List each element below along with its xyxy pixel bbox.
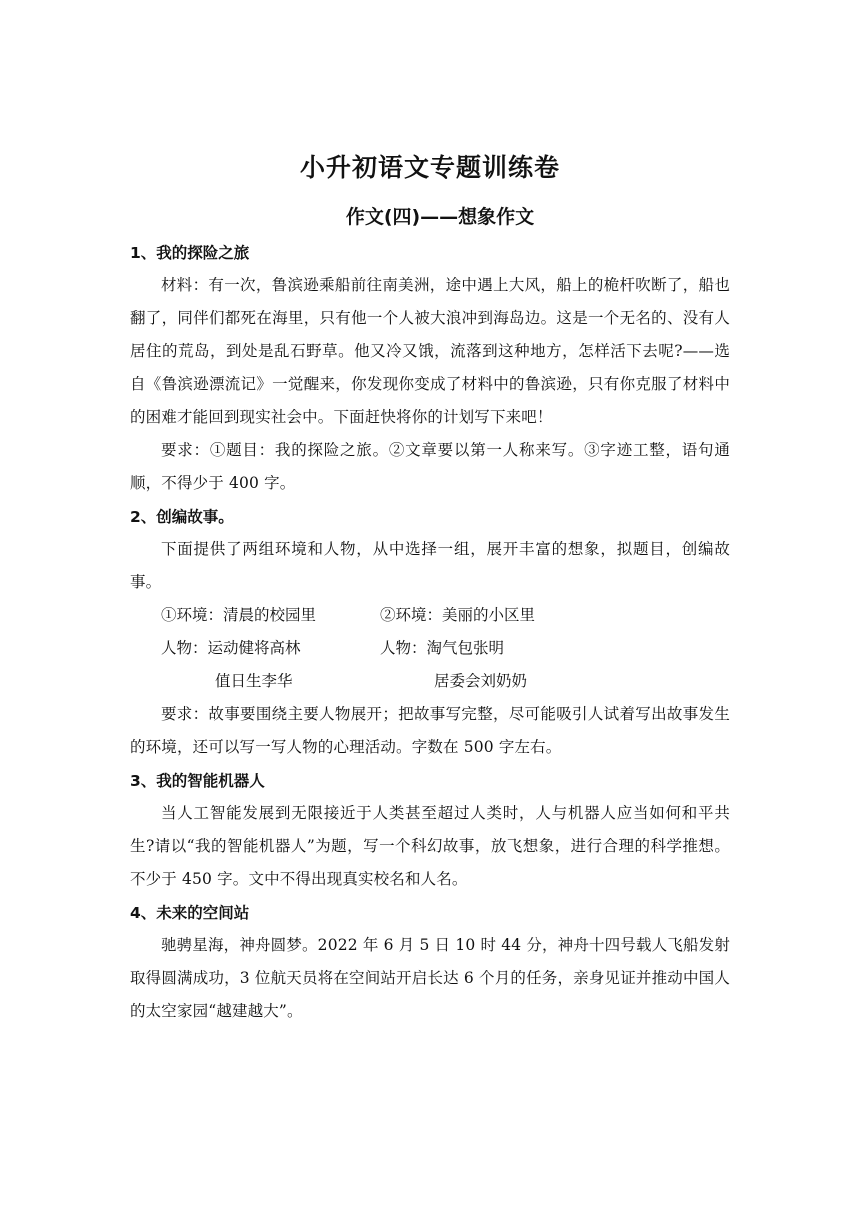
section-heading: 4、未来的空间站	[130, 904, 250, 922]
characters-row	[130, 632, 730, 665]
characters-option-1-extra: 值日生李华	[215, 672, 293, 690]
section-text: 当人工智能发展到无限接近于人类甚至超过人类时，人与机器人应当如何和平共生?请以“我的智能机器人”为题，写一个科幻故事，放飞想象，进行合理的科学推想。不少于 450 字。文中不得出现真实校名和人名。	[130, 804, 730, 888]
environment-row	[130, 599, 730, 632]
section-intro: 下面提供了两组环境和人物，从中选择一组，展开丰富的想象，拟题目，创编故事。	[130, 540, 730, 591]
environment-option-2: ②环境：美丽的小区里	[380, 606, 536, 624]
characters-option-1: 人物：运动健将高林	[161, 639, 301, 657]
section-2	[130, 501, 730, 764]
section-heading: 1、我的探险之旅	[130, 244, 250, 262]
environment-option-1: ①环境：清晨的校园里	[161, 606, 317, 624]
section-3	[130, 765, 730, 896]
document-title: 小升初语文专题训练卷	[299, 153, 560, 182]
section-heading: 2、创编故事。	[130, 508, 234, 526]
characters-option-2: 人物：淘气包张明	[380, 639, 505, 657]
section-text: 驰骋星海，神舟圆梦。2022 年 6 月 5 日 10 时 44 分，神舟十四号载人飞船发射取得圆满成功，3 位航天员将在空间站开启长达 6 个月的任务，亲身见证并推动中国人的太空家园“越建越大”。	[130, 936, 730, 1020]
characters-row-2	[130, 665, 730, 698]
document-body	[130, 236, 730, 1028]
characters-option-2-extra: 居委会刘奶奶	[434, 672, 528, 690]
section-1	[130, 237, 730, 500]
section-requirement: 要求：①题目：我的探险之旅。②文章要以第一人称来写。③字迹工整，语句通顺，不得少于 400 字。	[130, 441, 730, 492]
section-material: 材料：有一次，鲁滨逊乘船前往南美洲，途中遇上大风，船上的桅杆吹断了，船也翻了，同伴们都死在海里，只有他一个人被大浪冲到海岛边。这是一个无名的、没有人居住的荒岛，到处是乱石野草。他又冷又饿，流落到这种地方，怎样活下去呢?——选自《鲁滨逊漂流记》一觉醒来，你发现你变成了材料中的鲁滨逊，只有你克服了材料中的困难才能回到现实社会中。下面赶快将你的计划写下来吧！	[130, 276, 730, 426]
section-4	[130, 897, 730, 1028]
section-heading: 3、我的智能机器人	[130, 772, 265, 790]
document-subtitle: 作文(四)——想象作文	[345, 206, 535, 228]
section-requirement: 要求：故事要围绕主要人物展开；把故事写完整，尽可能吸引人试着写出故事发生的环境，还可以写一写人物的心理活动。字数在 500 字左右。	[130, 705, 730, 756]
